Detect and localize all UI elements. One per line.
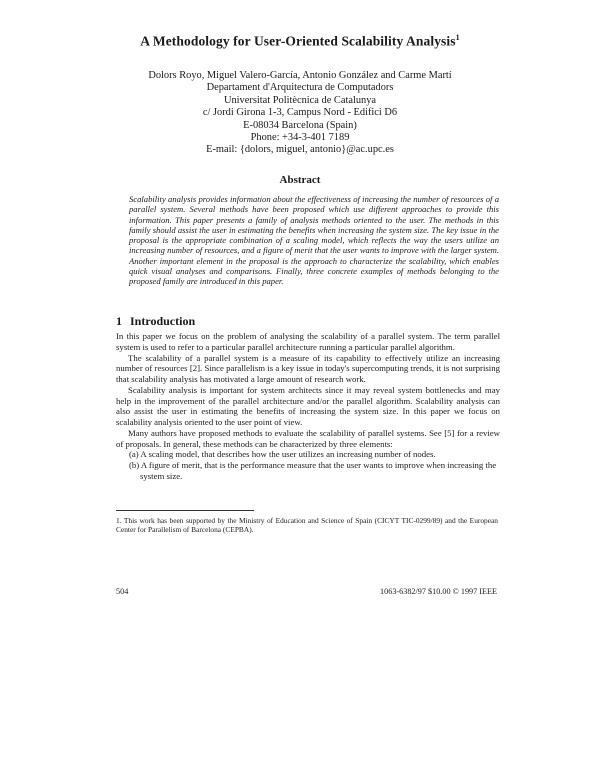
paragraph: Scalability analysis is important for system architects since it may reveal system bottlenecks and may help in the improvement of the parallel architecture and/or the parallel algorithm. Scalability analysis can also assist the user in estimating the benefits of increasing the system size. In this paper we focus on scalability analysis oriented to the user point of view. (116, 384, 500, 427)
paragraph: The scalability of a parallel system is a measure of its capability to effectively utilize an increasing number of resources [2]. Since parallelism is a key issue in today's supercomputing trends, it is not surprising that scalability analysis has motivated a large amount of research work. (116, 352, 500, 384)
author-names: Dolors Royo, Miguel Valero-García, Antonio González and Carme Martí (148, 70, 452, 81)
author-department: Departament d'Arquitectura de Computadors (206, 82, 394, 94)
footnote-divider (116, 510, 254, 511)
section-number: 1 (116, 314, 122, 328)
title-text: A Methodology for User-Oriented Scalability Analysis (140, 33, 456, 49)
author-block (0, 70, 600, 157)
abstract-heading: Abstract (279, 174, 321, 186)
abstract-text: Scalability analysis provides information about the effectiveness of increasing the number of resources of a parallel system. Several methods have been proposed which use different approaches to provide this information. This paper presents a family of analysis methods oriented to the user. The methods in this family should assist the user in estimating the benefits when increasing the system size. The key issue in the proposal is the appropriate combination of a scaling model, which reflects the way the users utilize an increasing number of resources, and a figure of merit that the user wants to improve with the larger system. Another important element in the proposal is the approach to characterize the scalability, which enables quick visual analyses and comparisons. Finally, three concrete examples of methods belonging to the proposed family are introduced in this paper. (129, 194, 499, 286)
author-street: c/ Jordi Girona 1-3, Campus Nord - Edifici D6 (202, 107, 398, 119)
list-item: (a) A scaling model, that describes how the user utilizes an increasing number of nodes. (129, 449, 436, 460)
footnote: 1. This work has been supported by the Ministry of Education and Science of Spain (CICYT TIC-0299/89) and the European Center for Parallelism of Barcelona (CEPBA). (116, 516, 498, 535)
section-heading (116, 314, 195, 329)
paragraph: In this paper we focus on the problem of analysing the scalability of a parallel system. The term parallel system is used to refer to a particular parallel architecture running a particular parallel algorithm. (116, 331, 500, 352)
author-university: Universitat Politècnica de Catalunya (223, 94, 377, 106)
page-number: 504 (116, 587, 129, 596)
paragraph: Many authors have proposed methods to evaluate the scalability of parallel systems. See [5] for a review of proposals. In general, these methods can be characterized by three elements: (116, 427, 500, 449)
paper-title (0, 33, 600, 50)
copyright-line: 1063-6382/97 $10.00 © 1997 IEEE (380, 587, 497, 596)
author-phone: Phone: +34-3-401 7189 (250, 132, 350, 144)
introduction-body (116, 331, 500, 482)
section-title: Introduction (130, 314, 196, 328)
list-item: (b) A figure of merit, that is the performance measure that the user wants to improve when increasing the system size. (129, 460, 497, 481)
author-email: E-mail: {dolors, miguel, antonio}@ac.upc.es (206, 144, 394, 156)
title-footnote-mark: 1 (455, 33, 460, 42)
author-city: E-08034 Barcelona (Spain) (243, 119, 357, 131)
